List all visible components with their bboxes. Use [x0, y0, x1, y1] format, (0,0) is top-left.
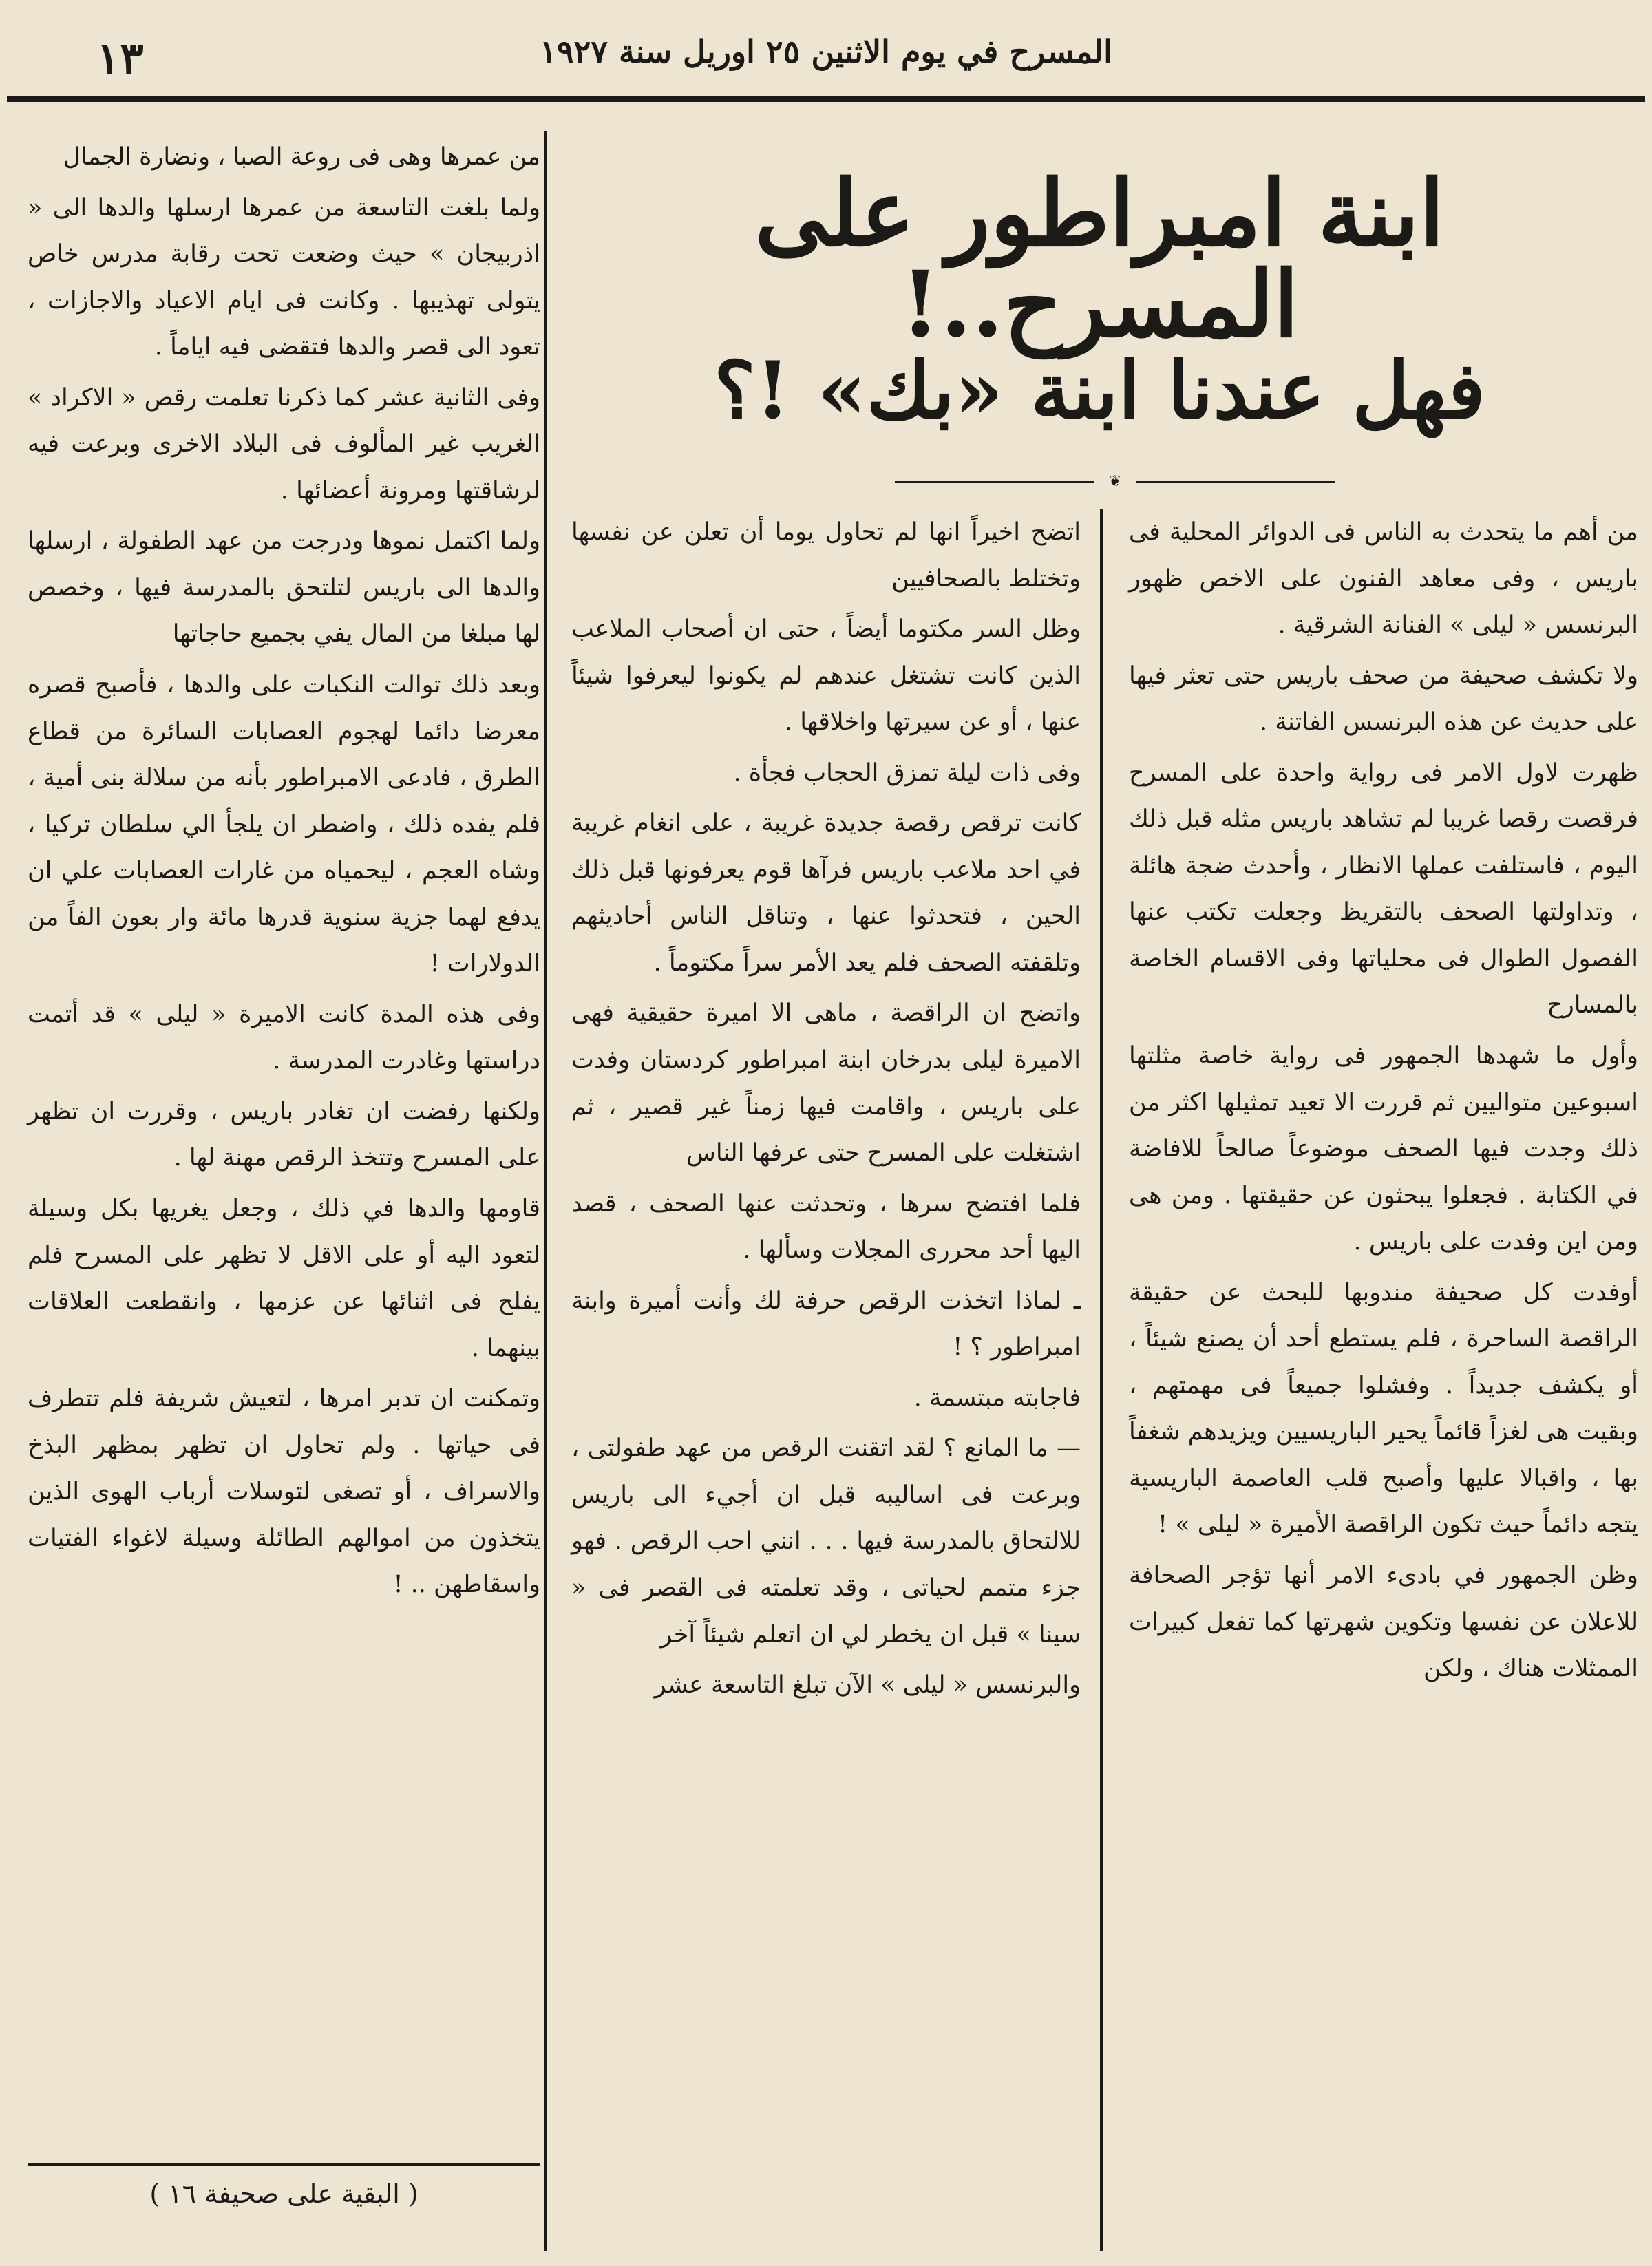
footnote-rule [28, 2163, 540, 2166]
column-divider-left [544, 131, 547, 2251]
ornament-line-left [895, 481, 1094, 483]
paragraph: وفى الثانية عشر كما ذكرنا تعلمت رقص « الاكراد » الغريب غير المألوف فى البلاد الاخرى وبرعت فيه لرشاقتها ومرونة أعضائها . [28, 383, 540, 505]
paragraph: وفى ذات ليلة تمزق الحجاب فجأة . [733, 759, 1081, 787]
continued-note: ( البقية على صحيفة ١٦ ) [149, 2179, 419, 2209]
title-ornament [895, 475, 1335, 489]
paragraph: وبعد ذلك توالت النكبات على والدها ، فأصبح قصره معرضا دائما لهجوم العصابات السائرة من قطاع الطرق ، فادعى الامبراطور بأنه من سلالة بنى أمية ، فلم يفده ذلك ، واضطر ان يلجأ الي سلطان تركيا ، وشاه العجم ، ليحمياه من غارات العصابات علي ان يدفع لهما جزية سنوية قدرها مائة وار بعون الفاً من الدولارات ! [28, 671, 540, 978]
article-subtitle: فهل عندنا ابنة «بك» !؟ [714, 344, 1485, 436]
paragraph: وظن الجمهور في بادىء الامر أنها تؤجر الصحافة للاعلان عن نفسها وتكوين شهرتها كما تفعل كبيرات الممثلات هناك ، ولكن [1129, 1562, 1638, 1683]
paragraph: أوفدت كل صحيفة مندوبها للبحث عن حقيقة الراقصة الساحرة ، فلم يستطع أحد أن يصنع شيئاً ، أو يكشف جديداً . وفشلوا جميعاً فى مهمتهم ، وبقيت هى لغزاً قائماً يحير الباريسيين ويزيدهم شغفاً بها ، واقبالا عليها وأصبح قلب العاصمة الباريسية يتجه دائماً حيث تكون الراقصة الأميرة « ليلى » ! [1129, 1278, 1638, 1539]
paragraph: واتضح ان الراقصة ، ماهى الا اميرة حقيقية فهى الاميرة ليلى بدرخان ابنة امبراطور كردستان وفدت على باريس ، واقامت فيها زمناً غير قصير ، ثم اشتغلت على المسرح حتى عرفها الناس [571, 999, 1081, 1167]
page-number: ١٣ [96, 33, 144, 85]
paragraph: وتمكنت ان تدبر امرها ، لتعيش شريفة فلم تتطرف فى حياتها . ولم تحاول ان تظهر بمظهر البذخ والاسراف ، أو تصغى لتوسلات أرباب الهوى الذين يتخذون من اموالهم الطائلة وسيلة لاغواء الفتيات واسقاطهن .. ! [28, 1385, 540, 1599]
paragraph: من أهم ما يتحدث به الناس فى الدوائر المحلية فى باريس ، وفى معاهد الفنون على الاخص ظهور البرنسس « ليلى » الفنانة الشرقية . [1129, 518, 1638, 639]
paragraph: من عمرها وهى فى روعة الصبا ، ونضارة الجمال [63, 143, 540, 171]
paragraph: والبرنسس « ليلى » الآن تبلغ التاسعة عشر [654, 1671, 1081, 1700]
paragraph: كانت ترقص رقصة جديدة غريبة ، على انغام غريبة في احد ملاعب باريس فرآها قوم يعرفونها قبل ذلك الحين ، فتحدثوا عنها ، وتناقل الناس أحاديثهم وتلقفته الصحف فلم يعد الأمر سراً مكتوماً . [571, 809, 1081, 977]
paragraph: وأول ما شهدها الجمهور فى رواية خاصة مثلتها اسبوعين متواليين ثم قررت الا تعيد تمثيلها اكثر من ذلك وجدت فيها الصحف موضوعاً صالحاً للافاضة في الكتابة . فجعلوا يبحثون عن حقيقتها . ومن هى ومن اين وفدت على باريس . [1129, 1042, 1638, 1256]
header-rule [7, 96, 1645, 102]
ornament-line-right [1136, 481, 1335, 483]
paragraph: وظل السر مكتوما أيضاً ، حتى ان أصحاب الملاعب الذين كانت تشتغل عندهم لم يكونوا ليعرفوا شيئاً عنها ، أو عن سيرتها واخلاقها . [571, 615, 1081, 737]
article-title: ابنة امبراطور على المسرح..! [754, 160, 1445, 358]
header-dateline: المسرح في يوم الاثنين ٢٥ اوريل سنة ١٩٢٧ [540, 33, 1112, 70]
paragraph: اتضح اخيراً انها لم تحاول يوما أن تعلن عن نفسها وتختلط بالصحافيين [571, 518, 1081, 593]
paragraph: ظهرت لاول الامر فى رواية واحدة على المسرح فرقصت رقصا غريبا لم تشاهد باريس مثله قبل ذلك اليوم ، فاستلفت عملها الانظار ، وأحدث ضجة هائلة ، وتداولتها الصحف بالتقريظ وجعلت تكتب عنها الفصول الطوال فى محلياتها وفى الاقسام الخاصة بالمسارح [1129, 759, 1638, 1019]
column-divider-middle [1100, 509, 1103, 2251]
paragraph: فاجابته مبتسمة . [913, 1384, 1081, 1412]
paragraph: ولكنها رفضت ان تغادر باريس ، وقررت ان تظهر على المسرح وتتخذ الرقص مهنة لها . [28, 1097, 540, 1172]
column-middle [571, 509, 1081, 1713]
paragraph: فلما افتضح سرها ، وتحدثت عنها الصحف ، قصد اليها أحد محررى المجلات وسألها . [571, 1189, 1081, 1264]
paragraph: ولما اكتمل نموها ودرجت من عهد الطفولة ، ارسلها والدها الى باريس لتلتحق بالمدرسة فيها ، وخصص لها مبلغا من المال يفي بجميع حاجاتها [28, 527, 540, 648]
paragraph: ولما بلغت التاسعة من عمرها ارسلها والدها الى « اذربيجان » حيث وضعت تحت رقابة مدرس خاص يتولى تهذيبها . وكانت فى ايام الاعياد والاجازات ، تعود الى قصر والدها فتقضى فيه اياماً . [28, 193, 540, 361]
ornament-icon: ❦ [1108, 473, 1122, 490]
paragraph: ـ لماذا اتخذت الرقص حرفة لك وأنت أميرة وابنة امبراطور ؟ ! [571, 1286, 1081, 1362]
page-header [28, 33, 1624, 102]
column-left [28, 134, 540, 1613]
paragraph: قاومها والدها في ذلك ، وجعل يغريها بكل وسيلة لتعود اليه أو على الاقل لا تظهر على المسرح فلم يفلح فى اثنائها عن عزمها ، وانقطعت العلاقات بينهما . [28, 1195, 540, 1362]
paragraph: — ما المانع ؟ لقد اتقنت الرقص من عهد طفولتى ، وبرعت فى اساليبه قبل ان أجيء الى باريس للالتحاق بالمدرسة فيها . . . انني احب الرقص . فهو جزء متمم لحياتى ، وقد تعلمته فى القصر فى « سينا » قبل ان يخطر لي ان اتعلم شيئاً آخر [571, 1434, 1081, 1649]
paragraph: ولا تكشف صحيفة من صحف باريس حتى تعثر فيها على حديث عن هذه البرنسس الفاتنة . [1129, 661, 1638, 737]
paragraph: وفى هذه المدة كانت الاميرة « ليلى » قد أتمت دراستها وغادرت المدرسة . [28, 1000, 540, 1075]
column-right [1129, 509, 1638, 1697]
